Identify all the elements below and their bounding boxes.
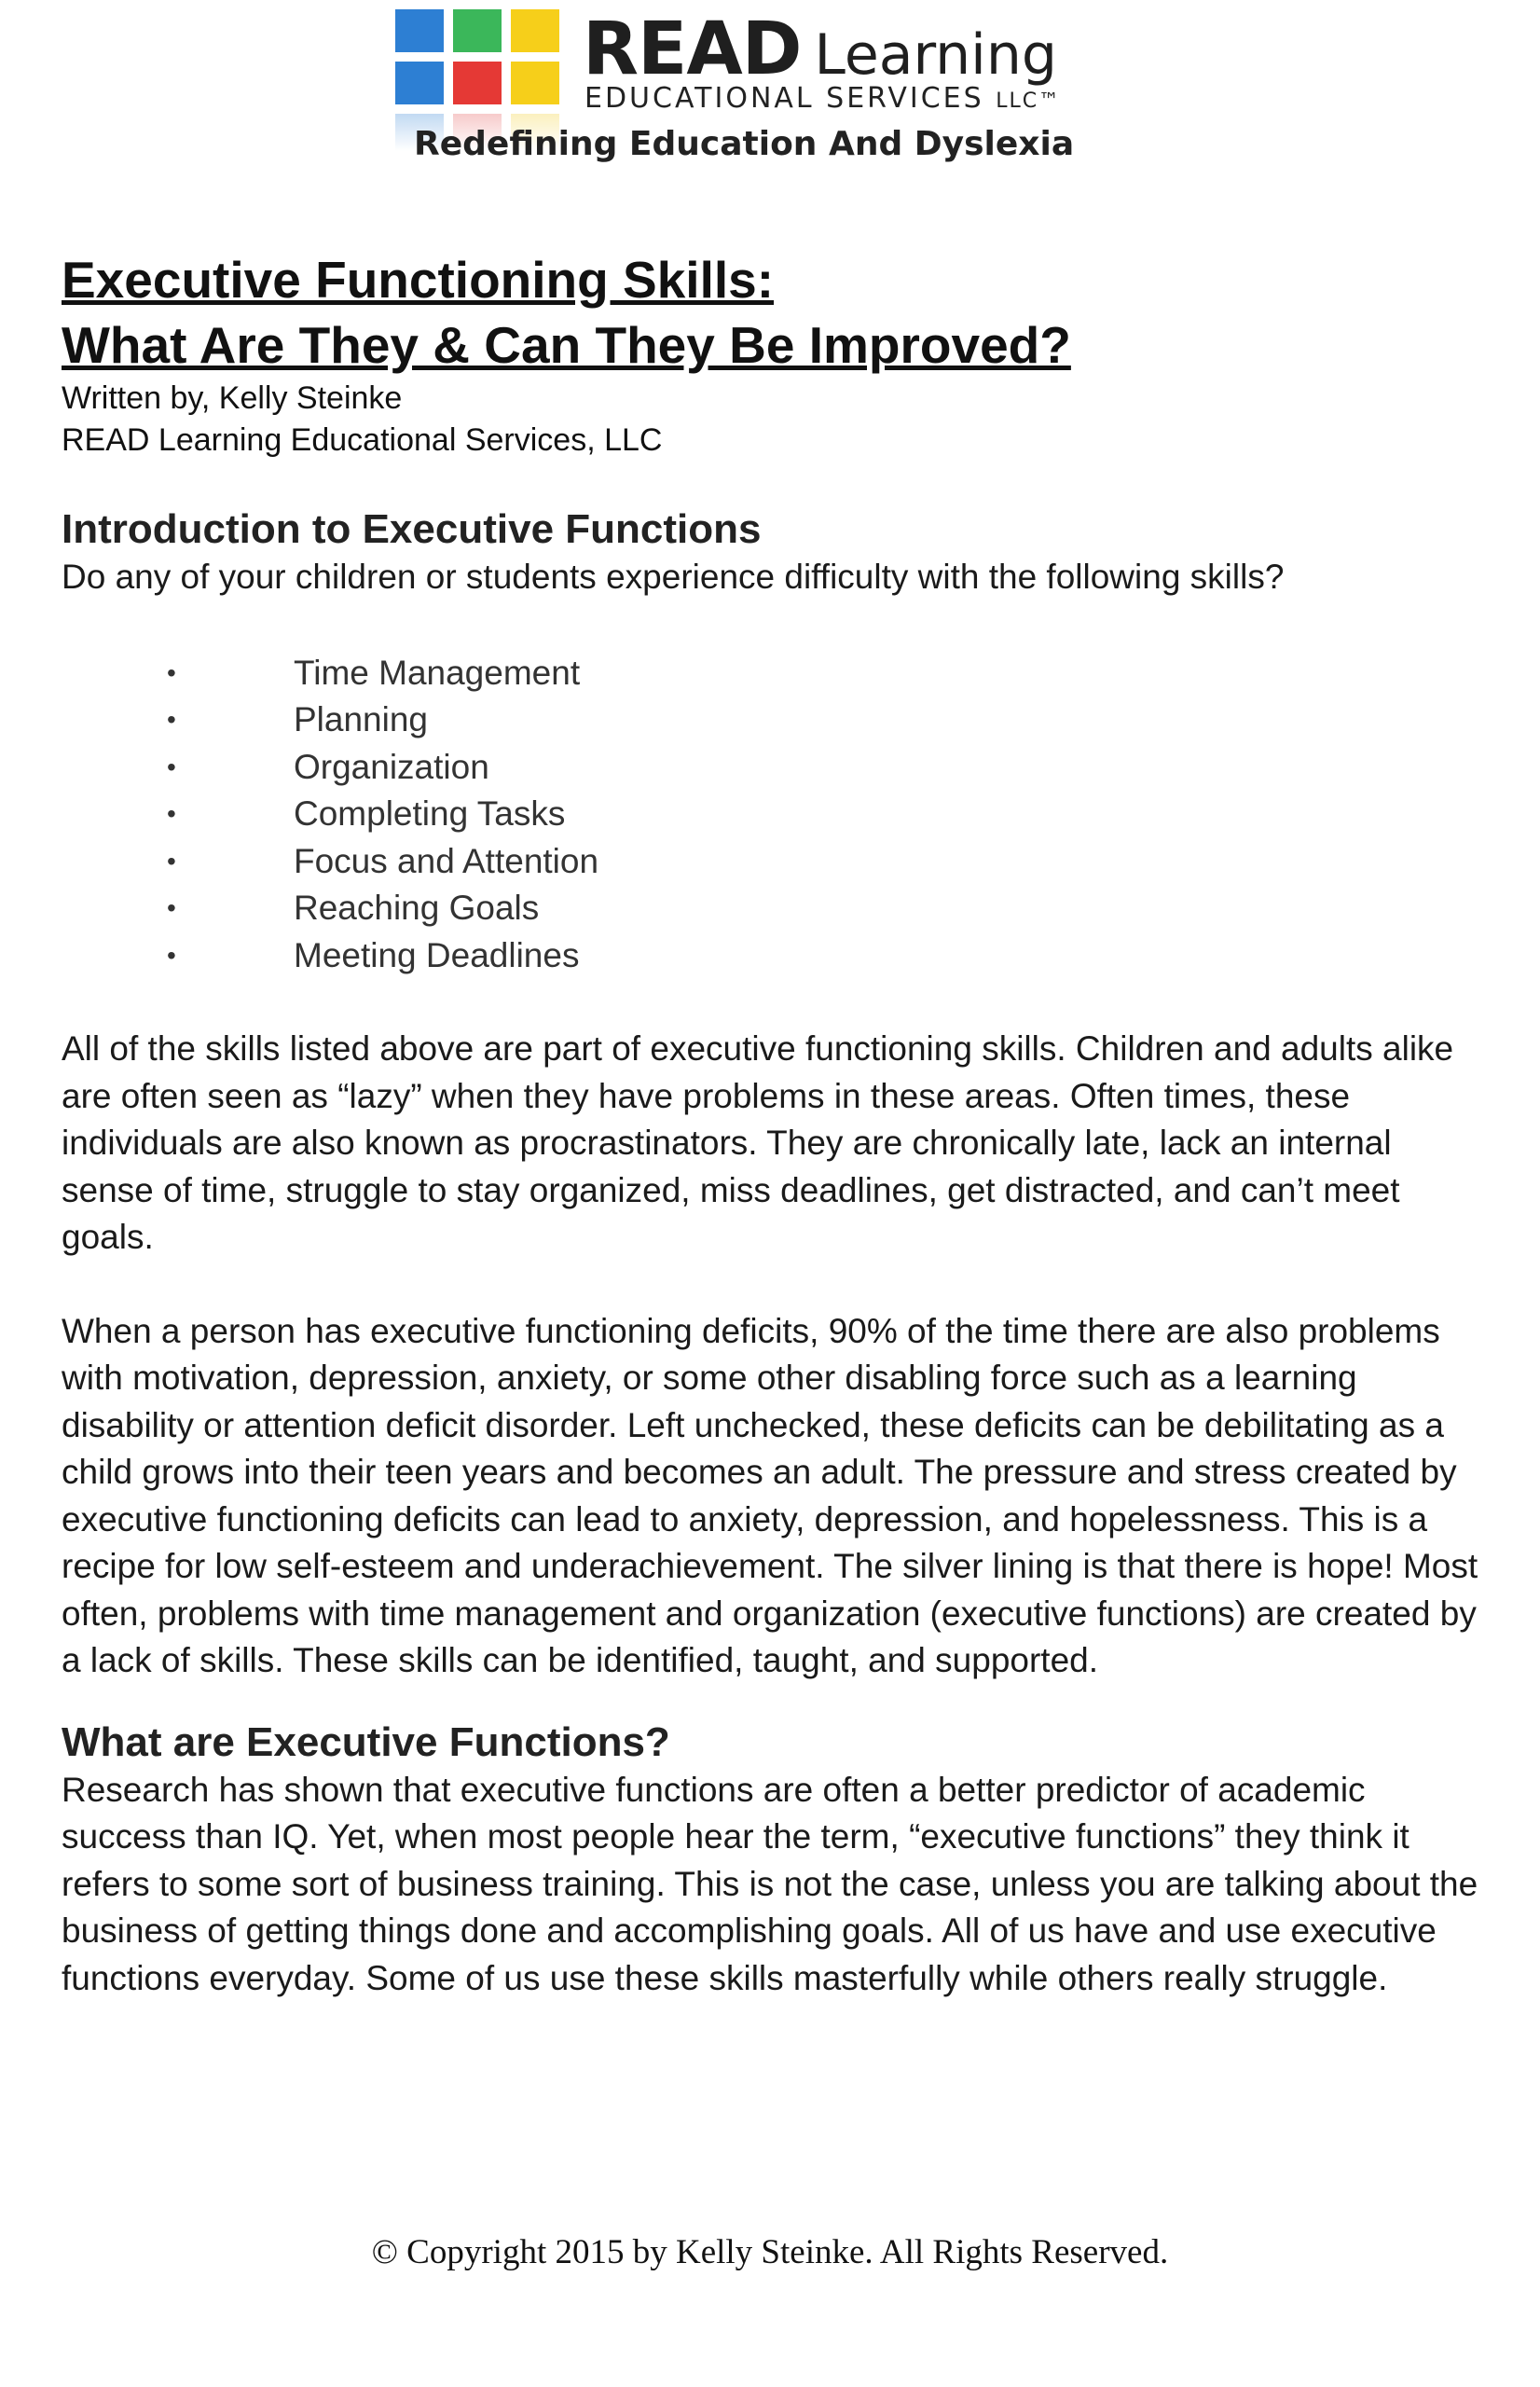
logo-brand: READ — [583, 7, 802, 91]
bullet-icon: • — [167, 657, 176, 687]
list-item — [62, 650, 1478, 697]
skill-label: Organization — [294, 747, 489, 786]
intro-paragraph-1: All of the skills listed above are part of executive functioning skills. Children and adults alike are often seen as “lazy” when they have problems in these areas. Often times, these individuals are also known as procrastinators. They are chronically late, lack an internal sense of time, struggle to stay organized, miss deadlines, get distracted, and can’t meet goals. — [62, 1029, 1454, 1256]
logo-llc: LLC™ — [996, 90, 1062, 113]
logo-square-blue-2 — [395, 62, 444, 104]
document-body — [62, 247, 1478, 2002]
logo-square-yellow — [511, 9, 559, 52]
skill-label: Completing Tasks — [294, 794, 566, 833]
bullet-icon: • — [167, 705, 176, 734]
what-are-heading: What are Executive Functions? — [62, 1718, 670, 1765]
logo-square-green — [453, 9, 502, 52]
intro-paragraph-2: When a person has executive functioning deficits, 90% of the time there are also problems with motivation, depression, anxiety, or some other disabling force such as a learning disability or attention deficit disorder. Left unchecked, these deficits can be debilitating as a child grows into their teen years and becomes an adult. The pressure and stress created by executive functioning deficits can lead to anxiety, depression, and hopelessness. This is a recipe for low self-esteem and underachievement. The silver lining is that there is hope! Most often, problems with time management and organization (executive functions) are created by a lack of skills. These skills can be identified, taught, and supported. — [62, 1311, 1478, 1679]
skill-label: Meeting Deadlines — [294, 935, 580, 974]
bullet-icon: • — [167, 799, 176, 828]
intro-question: Do any of your children or students experience difficulty with the following skills? — [62, 558, 1285, 596]
bullet-icon: • — [167, 893, 176, 922]
list-item — [62, 744, 1478, 792]
company-logo — [392, 6, 1156, 172]
logo-square-blue — [395, 9, 444, 52]
logo-square-red — [453, 62, 502, 104]
logo-subtitle-text: EDUCATIONAL SERVICES — [584, 82, 984, 115]
skill-label: Focus and Attention — [294, 841, 599, 880]
title-line-1: Executive Functioning Skills: — [62, 251, 775, 309]
title-line-2: What Are They & Can They Be Improved? — [62, 316, 1071, 374]
list-item — [62, 697, 1478, 744]
skill-label: Planning — [294, 700, 429, 738]
skill-label: Time Management — [294, 653, 581, 692]
what-are-paragraph: Research has shown that executive functions are often a better predictor of academic success than IQ. Yet, when most people hear the term, “executive functions” they think it refers to some sort of business training. This is not the case, unless you are talking about the business of getting things done and accomplishing goals. All of us have and use executive functions everyday. Some of us use these skills masterfully while others really struggle. — [62, 1770, 1478, 1997]
skills-list — [62, 650, 1478, 980]
list-item — [62, 885, 1478, 932]
list-item — [62, 791, 1478, 838]
skill-label: Reaching Goals — [294, 889, 540, 927]
organization-line: READ Learning Educational Services, LLC — [62, 422, 663, 458]
author-line: Written by, Kelly Steinke — [62, 380, 403, 416]
bullet-icon: • — [167, 940, 176, 970]
logo-wordmark — [583, 7, 1057, 91]
list-item — [62, 932, 1478, 980]
logo-square-yellow-2 — [511, 62, 559, 104]
bullet-icon: • — [167, 846, 176, 876]
bullet-icon: • — [167, 752, 176, 781]
document-title — [62, 247, 1478, 378]
list-item — [62, 838, 1478, 886]
logo-tagline: Redefining Education And Dyslexia — [414, 125, 1075, 163]
logo-brand-second: Learning — [814, 22, 1057, 88]
logo-subtitle — [584, 82, 1061, 115]
intro-heading: Introduction to Executive Functions — [62, 506, 762, 552]
copyright-footer: © Copyright 2015 by Kelly Steinke. All Rights Reserved. — [371, 2233, 1169, 2271]
